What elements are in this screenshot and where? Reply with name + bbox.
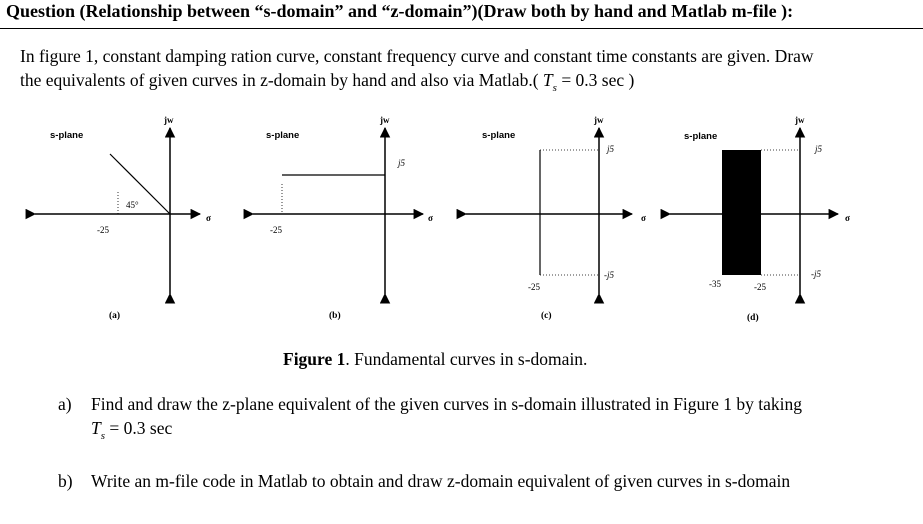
panel-label-c: (c): [541, 311, 552, 321]
damping-line: [110, 154, 170, 214]
item-b-marker: b): [58, 471, 73, 491]
s-plane-label: s-plane: [266, 130, 300, 141]
panel-label-b: (b): [329, 311, 341, 321]
tick-imag-pos: j5: [815, 144, 823, 154]
tick-real: -25: [270, 225, 282, 235]
item-a-marker: a): [58, 394, 72, 414]
item-a: [58, 394, 802, 415]
angle-label: 45°: [126, 200, 139, 210]
item-b: [58, 471, 790, 492]
sigma-label: σ: [428, 213, 433, 223]
jw-label: jw: [594, 115, 604, 125]
figure-caption: Figure 1. Fundamental curves in s-domain.: [283, 349, 588, 369]
s-plane-label: s-plane: [684, 131, 718, 142]
jw-label: jw: [164, 115, 174, 125]
item-b-line1: Write an m-file code in Matlab to obtain and draw z-domain equivalent of given curves in s-domain: [91, 471, 791, 491]
question-title: Question (Relationship between “s-domain” and “z-domain”)(Draw both by hand and Matlab m-file ):: [6, 1, 794, 21]
tick-real-b: -25: [754, 282, 766, 292]
sigma-label: σ: [206, 213, 211, 223]
tick-real: -25: [97, 225, 109, 235]
panel-label-d: (d): [747, 313, 759, 323]
jw-label: jw: [795, 115, 805, 125]
title-underline: [0, 28, 923, 29]
tick-real: -25: [528, 282, 540, 292]
question-intro: [20, 44, 910, 100]
panel-c: [466, 115, 646, 321]
s-plane-label: s-plane: [482, 130, 516, 141]
tick-imag-pos: j5: [398, 158, 406, 168]
item-a-line2: $T_s = 0.3$ sec: [91, 418, 173, 442]
tick-imag-neg: -j5: [811, 269, 821, 279]
tick-real-a: -35: [709, 279, 721, 289]
shaded-region: [722, 150, 761, 275]
tick-imag-neg: -j5: [604, 270, 614, 280]
panel-label-a: (a): [109, 311, 121, 321]
jw-label: jw: [380, 115, 390, 125]
intro-line-2: the equivalents of given curves in z-domain by hand and also via Matlab.( $T_s = 0.3$ sec ): [20, 70, 635, 94]
panel-a: [35, 115, 211, 321]
item-a-line1: Find and draw the z-plane equivalent of the given curves in s-domain illustrated in Figure 1 by taking: [91, 394, 803, 414]
panel-b: [253, 115, 433, 321]
panel-d: [670, 115, 850, 323]
figure-1: [0, 110, 923, 335]
sigma-label: σ: [845, 213, 850, 223]
intro-line-1: In figure 1, constant damping ration curve, constant frequency curve and constant time constants are given. Draw: [20, 46, 814, 66]
tick-imag-pos: j5: [607, 144, 615, 154]
s-plane-label: s-plane: [50, 130, 84, 141]
sigma-label: σ: [641, 213, 646, 223]
